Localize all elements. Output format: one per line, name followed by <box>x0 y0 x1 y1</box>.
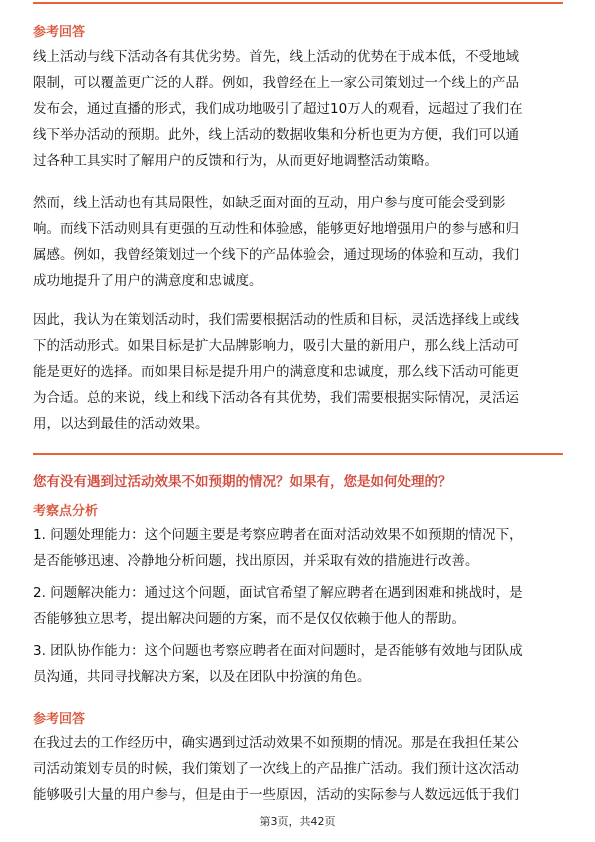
text-line: 响。而线下活动则具有更强的互动性和体验感，能够更好地增强用户的参与感和归 <box>33 221 519 237</box>
text-line: 限制，可以覆盖更广泛的人群。例如，我曾经在上一家公司策划过一个线上的产品 <box>33 75 519 91</box>
text-line: 2. 问题解决能力：通过这个问题，面试官希望了解应聘者在遇到困难和挑战时，是 <box>33 585 523 601</box>
text-line: 能是更好的选择。而如果目标是提升用户的满意度和忠诚度，那么线下活动可能更 <box>33 364 519 380</box>
text-line: 然而，线上活动也有其局限性，如缺乏面对面的互动，用户参与度可能会受到影 <box>33 195 506 211</box>
analysis-point-1 <box>33 522 563 574</box>
section-divider <box>33 453 563 455</box>
text-line: 线下举办活动的预期。此外，线上活动的数据收集和分析也更为方便，我们可以通 <box>33 127 519 143</box>
reference-answer-heading-2: 参考回答 <box>33 712 86 727</box>
text-line: 否能够独立思考，提出解决问题的方案，而不是仅仅依赖于他人的帮助。 <box>33 611 465 627</box>
text-line: 成功地提升了用户的满意度和忠诚度。 <box>33 273 263 289</box>
answer-paragraph-4 <box>33 730 563 808</box>
text-line: 为合适。总的来说，线上和线下活动各有其优势，我们需要根据实际情况，灵活运 <box>33 390 519 406</box>
text-line: 因此，我认为在策划活动时，我们需要根据活动的性质和目标，灵活选择线上或线 <box>33 312 519 328</box>
analysis-heading: 考察点分析 <box>33 504 99 519</box>
interview-question: 您有没有遇到过活动效果不如预期的情况？如果有，您是如何处理的？ <box>33 474 452 490</box>
text-line: 线上活动与线下活动各有其优劣势。首先，线上活动的优势在于成本低，不受地域 <box>33 49 519 65</box>
text-line: 1. 问题处理能力：这个问题主要是考察应聘者在面对活动效果不如预期的情况下， <box>33 527 523 543</box>
answer-paragraph-2 <box>33 190 563 294</box>
text-line: 能够吸引大量的用户参与，但是由于一些原因，活动的实际参与人数远远低于我们 <box>33 787 519 803</box>
text-line: 是否能够迅速、冷静地分析问题，找出原因，并采取有效的措施进行改善。 <box>33 553 479 569</box>
text-line: 在我过去的工作经历中，确实遇到过活动效果不如预期的情况。那是在我担任某公 <box>33 735 519 751</box>
page-number: 第3页，共42页 <box>259 815 336 828</box>
answer-paragraph-1 <box>33 44 563 174</box>
text-line: 属感。例如，我曾经策划过一个线下的产品体验会，通过现场的体验和互动，我们 <box>33 247 519 263</box>
text-line: 3. 团队协作能力：这个问题也考察应聘者在面对问题时，是否能够有效地与团队成 <box>33 643 523 659</box>
analysis-point-2 <box>33 580 563 632</box>
text-line: 用，以达到最佳的活动效果。 <box>33 416 209 432</box>
text-line: 过各种工具实时了解用户的反馈和行为，从而更好地调整活动策略。 <box>33 153 438 169</box>
text-line: 员沟通，共同寻找解决方案，以及在团队中扮演的角色。 <box>33 669 371 685</box>
reference-answer-heading: 参考回答 <box>33 25 86 40</box>
text-line: 发布会，通过直播的形式，我们成功地吸引了超过10万人的观看，远超过了我们在 <box>33 101 523 117</box>
answer-paragraph-3 <box>33 307 563 437</box>
text-line: 下的活动形式。如果目标是扩大品牌影响力，吸引大量的新用户，那么线上活动可 <box>33 338 519 354</box>
text-line: 司活动策划专员的时候，我们策划了一次线上的产品推广活动。我们预计这次活动 <box>33 761 519 777</box>
top-divider <box>33 2 563 4</box>
analysis-point-3 <box>33 638 563 690</box>
